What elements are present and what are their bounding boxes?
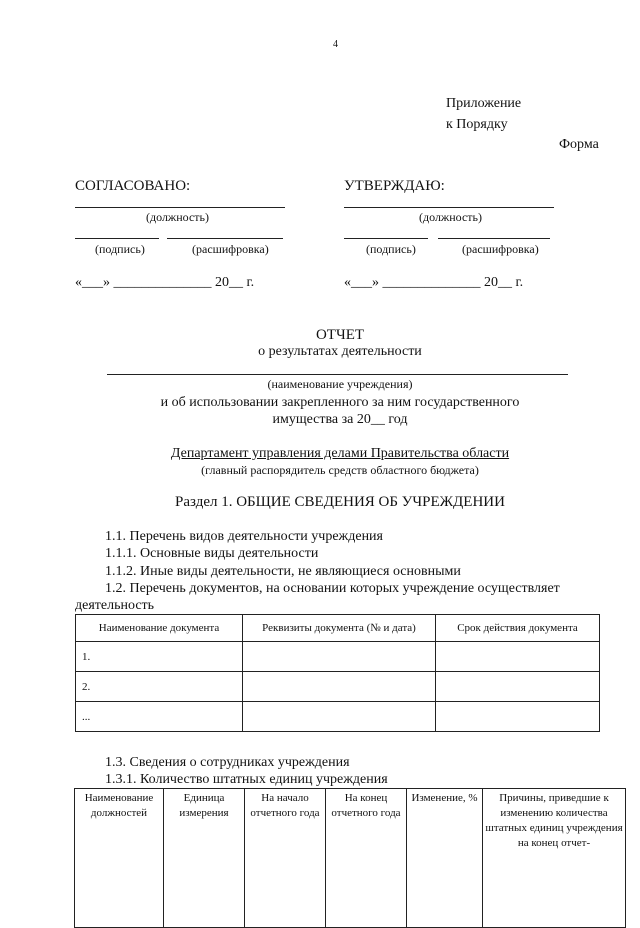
- table-cell: [436, 702, 600, 732]
- institution-label: (наименование учреждения): [267, 377, 413, 391]
- table-cell: [436, 642, 600, 672]
- position-line: [75, 207, 285, 208]
- item-1-1: 1.1. Перечень видов деятельности учреждения: [105, 529, 383, 544]
- position-line: [344, 207, 554, 208]
- signature-line: [344, 238, 428, 239]
- property-line1: и об использовании закрепленного за ним государственного: [160, 395, 520, 410]
- table-cell: 1.: [76, 642, 243, 672]
- table-row: [76, 672, 600, 702]
- decoding-line: [167, 238, 283, 239]
- column-header: Изменение, %: [407, 789, 483, 928]
- date-line: «___» ______________ 20__ г.: [344, 275, 524, 290]
- table-header-row: [75, 789, 626, 928]
- approval-left-title: СОГЛАСОВАНО:: [75, 178, 191, 194]
- signature-line: [75, 238, 159, 239]
- documents-table: [75, 614, 600, 732]
- appendix-line1: Приложение: [446, 96, 522, 111]
- column-header: На конец отчетного года: [326, 789, 407, 928]
- position-label: (должность): [419, 210, 482, 224]
- date-line: «___» ______________ 20__ г.: [75, 275, 255, 290]
- decoding-label: (расшифровка): [192, 242, 269, 256]
- item-1-1-1: 1.1.1. Основные виды деятельности: [105, 546, 319, 561]
- column-header: Единица измерения: [164, 789, 245, 928]
- table-cell: [436, 672, 600, 702]
- column-header: На начало отчетного года: [245, 789, 326, 928]
- position-label: (должность): [146, 210, 209, 224]
- column-header: Срок действия документа: [436, 615, 600, 642]
- column-header: Реквизиты документа (№ и дата): [243, 615, 436, 642]
- column-header: Наименование должностей: [75, 789, 164, 928]
- institution-line: [107, 374, 568, 375]
- item-1-1-2: 1.1.2. Иные виды деятельности, не являющиеся основными: [105, 564, 461, 579]
- item-1-3-1: 1.3.1. Количество штатных единиц учреждения: [105, 772, 388, 787]
- table-row: [76, 642, 600, 672]
- item-1-3: 1.3. Сведения о сотрудниках учреждения: [105, 755, 350, 770]
- report-title: ОТЧЕТ: [315, 327, 365, 343]
- column-header: Причины, приведшие к изменению количества штатных единиц учреждения на конец отчет-: [483, 789, 626, 928]
- property-line2: имущества за 20__ год: [272, 412, 408, 427]
- decoding-label: (расшифровка): [462, 242, 539, 256]
- report-subtitle: о результатах деятельности: [258, 344, 422, 359]
- table-cell: ...: [76, 702, 243, 732]
- decoding-line: [438, 238, 550, 239]
- department-label: (главный распорядитель средств областного бюджета): [201, 463, 479, 477]
- form-label: Форма: [559, 137, 599, 152]
- column-header: Наименование документа: [76, 615, 243, 642]
- item-1-2-line2: деятельность: [75, 598, 155, 613]
- signature-label: (подпись): [95, 242, 145, 256]
- table-cell: [243, 672, 436, 702]
- approval-right-title: УТВЕРЖДАЮ:: [344, 178, 445, 194]
- section-heading: Раздел 1. ОБЩИЕ СВЕДЕНИЯ ОБ УЧРЕЖДЕНИИ: [175, 494, 505, 510]
- page-number: 4: [333, 39, 338, 50]
- appendix-line2: к Порядку: [446, 117, 508, 132]
- department-name: Департамент управления делами Правительства области: [170, 446, 510, 461]
- item-1-2-line1: 1.2. Перечень документов, на основании которых учреждение осуществляет: [105, 581, 560, 596]
- table-row: [76, 702, 600, 732]
- staff-table: [74, 788, 626, 928]
- signature-label: (подпись): [366, 242, 416, 256]
- table-cell: [243, 702, 436, 732]
- table-cell: 2.: [76, 672, 243, 702]
- table-cell: [243, 642, 436, 672]
- table-header-row: [76, 615, 600, 642]
